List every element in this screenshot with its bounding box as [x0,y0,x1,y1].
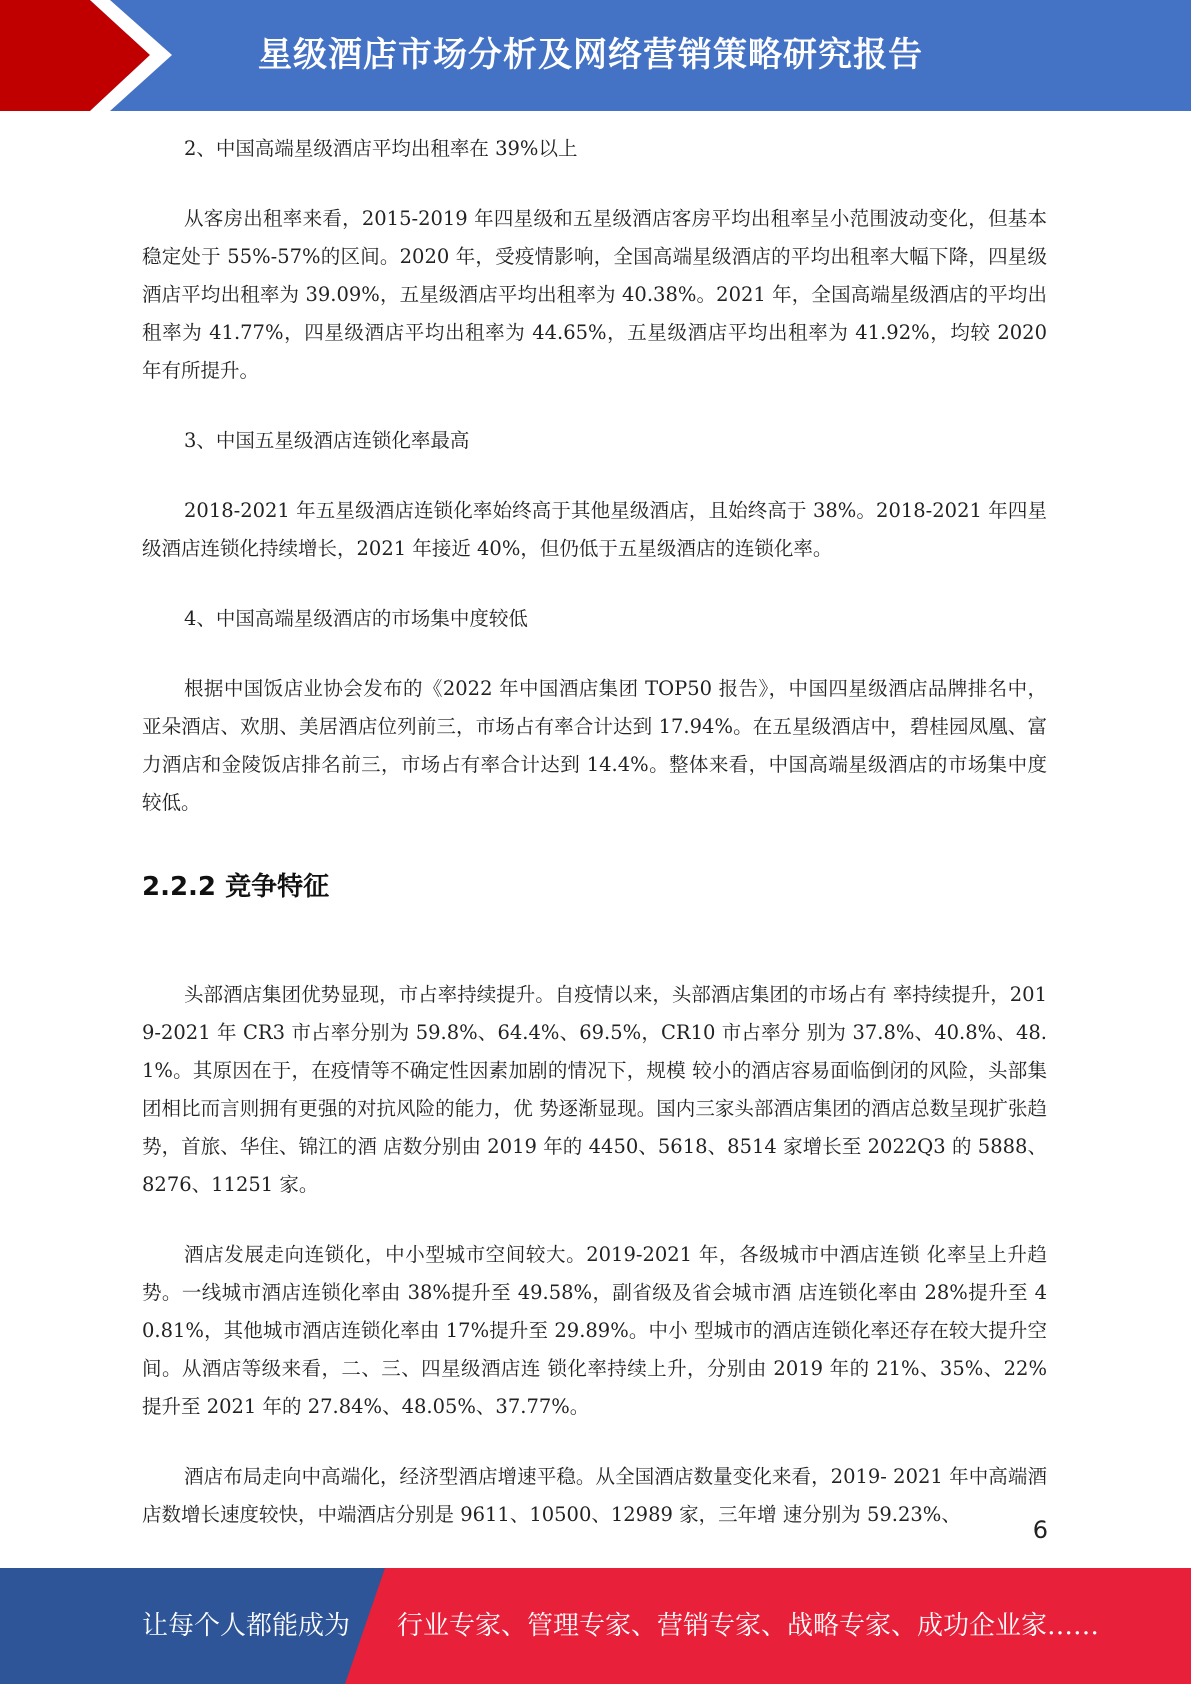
subheading: 2、中国高端星级酒店平均出租率在 39%以上 [184,137,578,160]
footer-banner [0,1568,1191,1684]
paragraph: 酒店发展走向连锁化，中小型城市空间较大。2019-2021 年，各级城市中酒店连锁 化率呈上升趋势。一线城市酒店连锁化率由 38%提升至 49.58%，副省级及省会城市酒 店连锁化率由 28%提升至 40.81%，其他城市酒店连锁化率由 17%提升至 29.89%。中小 型城市的酒店连锁化率还存在较大提升空间。从酒店等级来看，二、三、四星级酒店连 锁化率持续上升，分别由 2019 年的 21%、35%、22%提升至 2021 年的 27.84%、48.05%、37.77%。 [142,1243,1047,1418]
footer-slogan-left: 让每个人都能成为 [142,1611,351,1641]
header-banner [0,0,1191,111]
paragraph: 2018-2021 年五星级酒店连锁化率始终高于其他星级酒店，且始终高于 38%。2018-2021 年四星级酒店连锁化持续增长，2021 年接近 40%，但仍低于五星级酒店的连锁化率。 [142,499,1047,560]
subheading: 3、中国五星级酒店连锁化率最高 [184,429,470,452]
footer-slogan-right: 行业专家、管理专家、营销专家、战略专家、成功企业家…… [397,1611,1100,1641]
paragraph: 头部酒店集团优势显现，市占率持续提升。自疫情以来，头部酒店集团的市场占有 率持续提升，2019-2021 年 CR3 市占率分别为 59.8%、64.4%、69.5%，CR10 市占率分 别为 37.8%、40.8%、48.1%。其原因在于，在疫情等不确定性因素加剧的情况下，规模 较小的酒店容易面临倒闭的风险，头部集团相比而言则拥有更强的对抗风险的能力，优 势逐渐显现。国内三家头部酒店集团的酒店总数呈现扩张趋势，首旅、华住、锦江的酒 店数分别由 2019 年的 4450、5618、8514 家增长至 2022Q3 的 5888、8276、11251 家。 [142,983,1047,1196]
paragraph: 从客房出租率来看，2015-2019 年四星级和五星级酒店客房平均出租率呈小范围波动变化，但基本稳定处于 55%-57%的区间。2020 年，受疫情影响，全国高端星级酒店的平均出租率大幅下降，四星级酒店平均出租率为 39.09%，五星级酒店平均出租率为 40.38%。2021 年，全国高端星级酒店的平均出租率为 41.77%，四星级酒店平均出租率为 44.65%，五星级酒店平均出租率为 41.92%，均较 2020 年有所提升。 [142,207,1047,382]
paragraph: 根据中国饭店业协会发布的《2022 年中国酒店集团 TOP50 报告》，中国四星级酒店品牌排名中，亚朵酒店、欢朋、美居酒店位列前三，市场占有率合计达到 17.94%。在五星级酒店中，碧桂园凤凰、富力酒店和金陵饭店排名前三，市场占有率合计达到 14.4%。整体来看，中国高端星级酒店的市场集中度较低。 [142,677,1047,814]
section-title: 2.2.2 竞争特征 [142,872,330,902]
subheading: 4、中国高端星级酒店的市场集中度较低 [184,607,528,630]
document-body [142,130,1047,1534]
page-number: 6 [1032,1516,1048,1544]
paragraph: 酒店布局走向中高端化，经济型酒店增速平稳。从全国酒店数量变化来看，2019- 2021 年中高端酒店数增长速度较快，中端酒店分别是 9611、10500、12989 家，三年增 速分别为 59.23%、 [142,1465,1047,1526]
report-title: 星级酒店市场分析及网络营销策略研究报告 [258,35,923,75]
